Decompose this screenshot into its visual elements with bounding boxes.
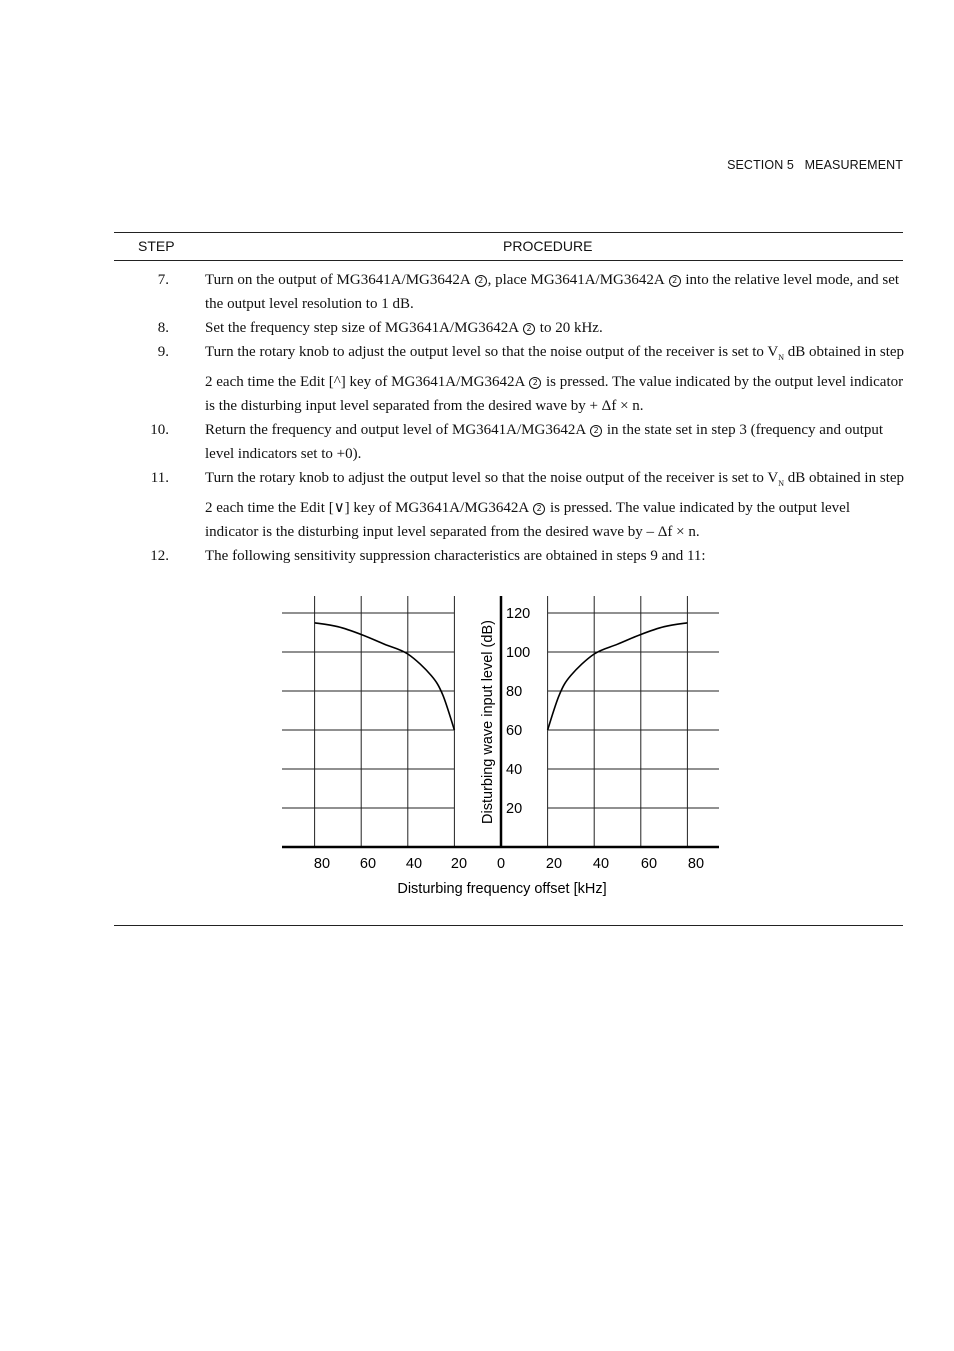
- table-top-rule: [114, 232, 903, 233]
- step-text: The following sensitivity suppression characteristics are obtained in steps 9 and 11:: [205, 548, 706, 564]
- y-tick-label: 80: [506, 684, 523, 700]
- table-bottom-rule: [114, 925, 903, 926]
- x-tick-label: 80: [687, 856, 705, 872]
- x-tick-label: 40: [592, 856, 610, 872]
- step-row: [114, 340, 903, 418]
- circled-ref-icon: 2: [529, 377, 541, 389]
- section-header: SECTION 5 MEASUREMENT: [727, 158, 903, 172]
- x-tick-labels: [314, 856, 704, 872]
- chart-axes: [282, 596, 719, 847]
- procedure-steps: [114, 268, 903, 568]
- y-tick-label: 100: [506, 645, 531, 661]
- series-curve-2: [548, 623, 688, 730]
- x-tick-label: 60: [359, 856, 377, 872]
- circled-ref-icon: 2: [523, 323, 535, 335]
- step-column-header: STEP: [138, 238, 175, 254]
- circled-ref-icon: 2: [475, 275, 487, 287]
- y-tick-label: 20: [506, 801, 523, 817]
- step-text: Turn the rotary knob to adjust the output level so that the noise output of the receiver is set to $V_N$ dB obtained in step 2 each time the Edit [∨] key of MG3641A/MG3642A 2 is pressed. The value indicated by the output level indicator is the disturbing input level separated from the desired wave by – Δf × n.: [205, 470, 905, 540]
- circled-ref-icon: 2: [533, 503, 545, 515]
- step-text: Return the frequency and output level of MG3641A/MG3642A 2 in the state set in step 3 (frequency and output level indicators set to +0).: [205, 422, 884, 462]
- circled-ref-icon: 2: [590, 425, 602, 437]
- x-tick-label: 20: [450, 856, 468, 872]
- step-number: 11.: [150, 470, 169, 486]
- y-tick-label: 40: [506, 762, 523, 778]
- sensitivity-suppression-chart: [270, 590, 730, 905]
- step-row: [114, 466, 903, 544]
- step-number: 10.: [150, 422, 169, 438]
- series-curve-1: [315, 623, 455, 730]
- y-tick-label: 60: [506, 723, 523, 739]
- step-text: Turn on the output of MG3641A/MG3642A 2 , place MG3641A/MG3642A 2 into the relative level mode, and set the output level resolution to 1 dB.: [205, 272, 900, 312]
- step-number: 12.: [150, 548, 169, 564]
- y-axis-label: Disturbing wave input level (dB): [480, 620, 496, 824]
- x-tick-label: 20: [545, 856, 563, 872]
- step-row: [114, 544, 903, 568]
- step-text: Turn the rotary knob to adjust the output level so that the noise output of the receiver is set to $V_N$ dB obtained in step 2 each time the Edit [^] key of MG3641A/MG3642A 2 is pressed. The value indicated by the output level indicator is the disturbing input level separated from the desired wave by + Δf × n.: [205, 344, 905, 414]
- x-tick-label: 60: [640, 856, 658, 872]
- step-number: 9.: [157, 344, 169, 360]
- step-row: [114, 418, 903, 466]
- step-row: [114, 316, 903, 340]
- step-number: 8.: [157, 320, 169, 336]
- step-number: 7.: [157, 272, 169, 288]
- x-axis-label: Disturbing frequency offset [kHz]: [397, 881, 607, 897]
- procedure-column-header: PROCEDURE: [503, 238, 593, 254]
- table-header-rule: [114, 260, 903, 261]
- x-tick-label: 0: [496, 856, 506, 872]
- step-text: Set the frequency step size of MG3641A/MG3642A 2 to 20 kHz.: [205, 320, 603, 336]
- y-tick-label: 120: [506, 606, 531, 622]
- circled-ref-icon: 2: [669, 275, 681, 287]
- x-tick-label: 80: [313, 856, 331, 872]
- y-tick-labels: [506, 606, 530, 817]
- step-row: [114, 268, 903, 316]
- x-tick-label: 40: [405, 856, 423, 872]
